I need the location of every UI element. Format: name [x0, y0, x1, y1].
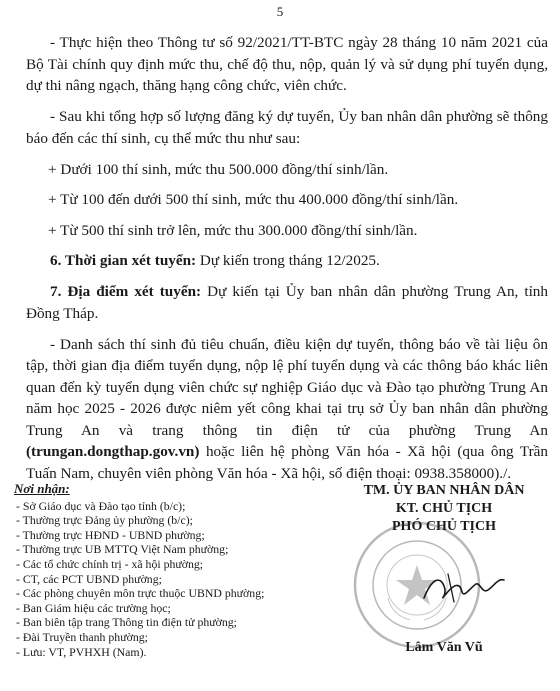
signature-block [336, 482, 552, 536]
recipients-block [14, 482, 344, 659]
section-7-label: 7. Địa điểm xét tuyển: [50, 283, 202, 300]
recipient-item: - Thường trực UB MTTQ Việt Nam phường; [16, 542, 229, 557]
document-body [26, 32, 548, 494]
recipient-item: - Ban Giám hiệu các trường học; [16, 600, 171, 615]
handwritten-signature-icon [418, 568, 508, 608]
fee-tier-2: + Từ 100 đến dưới 500 thí sinh, mức thu 400.000 đồng/thí sinh/lần. [48, 191, 459, 208]
website-link: (trungan.dongthap.gov.vn) [26, 443, 200, 460]
recipient-item: - Thường trực HĐND - UBND phường; [16, 527, 205, 542]
signer-name: Lâm Văn Vũ [405, 640, 483, 655]
recipient-item: - CT, các PCT UBND phường; [16, 571, 162, 586]
recipients-heading [14, 482, 344, 497]
fee-notice-paragraph: - Sau khi tổng hợp số lượng đăng ký dự tuyển, Ủy ban nhân dân phường sẽ thông báo đến các thí sinh, cụ thể mức thu như sau: [26, 108, 548, 147]
signature-on-behalf: KT. CHỦ TỊCH [395, 501, 493, 516]
contact-text: hoặc liên hệ phòng Văn hóa - Xã hội (qua ông Trần Tuấn Nam, chuyên viên phòng Văn hóa - Xã hội, số điện thoại: 0938.358000)./. [26, 443, 548, 482]
recipient-item: - Lưu: VT, PVHXH (Nam). [16, 644, 147, 659]
section-7-text: Dự kiến tại Ủy ban nhân dân phường Trung An, tỉnh Đồng Tháp. [26, 283, 548, 322]
fee-tier-3: + Từ 500 thí sinh trở lên, mức thu 300.000 đồng/thí sinh/lần. [48, 221, 418, 239]
signature-title: PHÓ CHỦ TỊCH [392, 519, 496, 534]
section-6 [26, 250, 548, 272]
recipient-item: - Sở Giáo dục và Đào tạo tỉnh (b/c); [16, 498, 186, 513]
section-6-text: Dự kiến trong tháng 12/2025. [196, 252, 380, 269]
recipient-item: - Thường trực Đảng ủy phường (b/c); [16, 513, 193, 528]
page-number: 5 [276, 4, 284, 19]
candidate-list-text: - Danh sách thí sinh đủ tiêu chuẩn, điều kiện dự tuyển, thông báo về tài liệu ôn tập, thời gian địa điểm tuyển dụng, nộp lệ phí tuyển dụng và các thông báo khác liên quan đến kỳ tuyển dụng viên chức sự nghiệp Giáo dục và Đào tạo phường Trung An năm học 2025 - 2026 được niêm yết công khai tại trụ sở Ủy ban nhân dân phường Trung An và trang thông tin điện tử của phường Trung An [26, 335, 548, 439]
recipients-heading-text: Nơi nhận: [14, 481, 70, 496]
recipient-item: - Các tổ chức chính trị - xã hội phường; [16, 556, 204, 571]
section-6-label: 6. Thời gian xét tuyển: [50, 252, 197, 269]
candidate-list-paragraph [26, 334, 548, 485]
section-7 [26, 281, 548, 324]
fee-regulation-paragraph: - Thực hiện theo Thông tư số 92/2021/TT-BTC ngày 28 tháng 10 năm 2021 của Bộ Tài chính quy định mức thu, chế độ thu, nộp, quản lý và sử dụng phí tuyển dụng, dự thi nâng ngạch, thăng hạng công chức, viên chức. [26, 34, 548, 94]
recipient-item: - Ban biên tập trang Thông tin điện tử phường; [16, 615, 237, 630]
signature-org: TM. ỦY BAN NHÂN DÂN [363, 483, 525, 498]
recipient-item: - Đài Truyền thanh phường; [16, 629, 148, 644]
recipient-item: - Các phòng chuyên môn trực thuộc UBND phường; [16, 586, 265, 601]
fee-tier-1: + Dưới 100 thí sinh, mức thu 500.000 đồng/thí sinh/lần. [48, 160, 389, 178]
